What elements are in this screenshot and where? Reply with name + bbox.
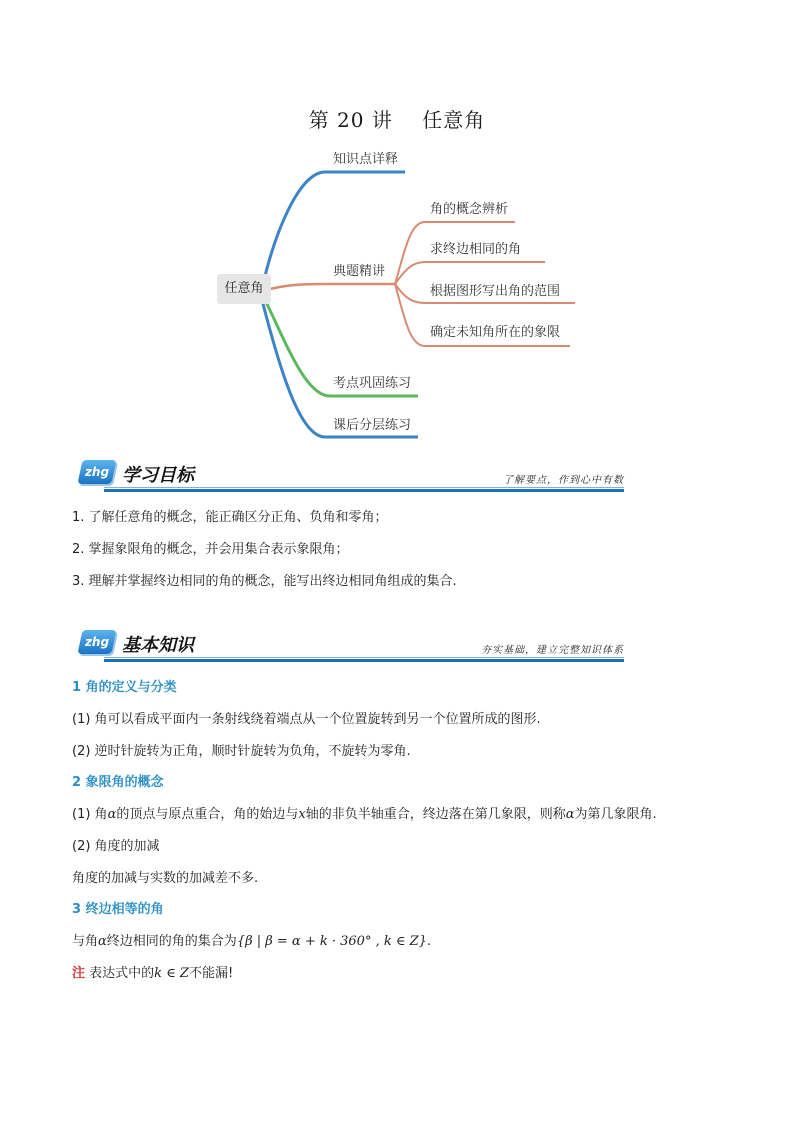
paragraph-coterminal-set: 与角α终边相同的角的集合为{β | β = α + k · 360° , k ∈ Z}. [72, 934, 432, 949]
heading-coterminal: 3 终边相等的角 [72, 902, 164, 917]
mindmap-branch-consolidate: 考点巩固练习 [333, 376, 412, 391]
paragraph-classification: (2) 逆时针旋转为正角，顺时针旋转为负角，不旋转为零角. [72, 744, 411, 759]
note: 注 表达式中的k ∈ Z不能漏! [72, 966, 234, 981]
mindmap-child-2: 求终边相同的角 [430, 242, 522, 257]
mindmap-branch-examples: 典题精讲 [333, 264, 386, 279]
zhg-logo-icon: zhg [77, 630, 116, 654]
section-title: 学习目标 [122, 465, 194, 486]
section-subtitle: 夯实基础，建立完整知识体系 [481, 645, 624, 656]
paragraph-definition: (1) 角可以看成平面内一条射线绕着端点从一个位置旋转到另一个位置所成的图形. [72, 712, 541, 727]
paragraph-angle-arithmetic: (2) 角度的加减 [72, 839, 160, 854]
section-subtitle: 了解要点，作到心中有数 [503, 475, 624, 486]
section-banner-objectives [76, 456, 624, 494]
mindmap-branch-knowledge: 知识点详释 [333, 152, 399, 167]
mindmap-branch-homework: 课后分层练习 [333, 418, 412, 433]
page-title: 第 20 讲 任意角 [308, 108, 486, 132]
paragraph-quadrant: (1) 角α的顶点与原点重合，角的始边与x轴的非负半轴重合，终边落在第几象限，则称α为第几象限角. [72, 807, 657, 822]
branch-line-examples [270, 284, 395, 289]
mindmap-child-4: 确定未知角所在的象限 [430, 325, 561, 340]
heading-quadrant-angle: 2 象限角的概念 [72, 775, 164, 790]
objective-item-1: 1. 了解任意角的概念，能正确区分正角、负角和零角； [72, 510, 388, 525]
mindmap-child-1: 角的概念辨析 [430, 202, 509, 217]
section-banner-basics [76, 626, 624, 664]
heading-angle-definition: 1 角的定义与分类 [72, 680, 177, 695]
paragraph-arithmetic-desc: 角度的加减与实数的加减差不多. [72, 871, 259, 886]
objective-item-2: 2. 掌握象限角的概念，并会用集合表示象限角； [72, 542, 349, 557]
objective-item-3: 3. 理解并掌握终边相同的角的概念，能写出终边相同角组成的集合. [72, 574, 457, 589]
mindmap-child-3: 根据图形写出角的范围 [430, 284, 561, 299]
mindmap-root: 任意角 [217, 274, 271, 304]
zhg-logo-icon: zhg [77, 460, 116, 484]
section-title: 基本知识 [122, 635, 194, 656]
